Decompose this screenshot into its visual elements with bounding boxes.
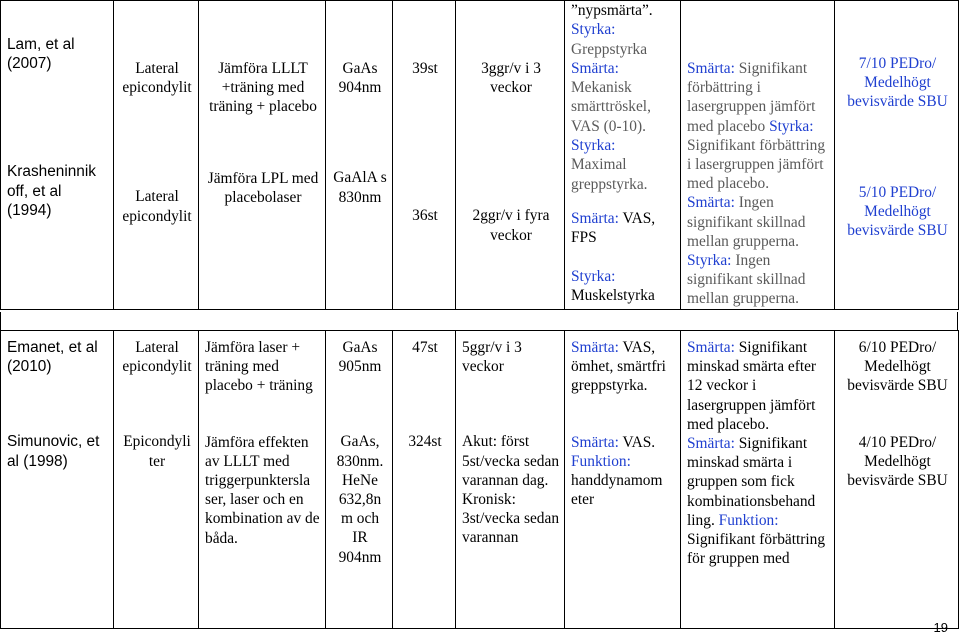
laser-cell <box>326 331 393 629</box>
evidence-cell <box>835 331 959 629</box>
page-number: 19 <box>933 620 948 635</box>
outcome-krasheninnikoff: Smärta: VAS, FPS Styrka: Muskelstyrka <box>571 209 656 304</box>
evidence-emanet: 6/10 PEDro/ Medelhögt bevisvärde SBU <box>847 339 948 395</box>
n-lam: 39st <box>412 60 438 77</box>
n-cell <box>393 1 456 310</box>
evidence-lam: 7/10 PEDro/ Medelhögt bevisvärde SBU <box>847 55 948 111</box>
frequency-simunovic: Akut: först 5st/vecka sedan varannan dag. Kronisk: 3st/vecka sedan varannan <box>462 433 560 547</box>
author-cell <box>1 1 114 310</box>
result-cell <box>681 331 835 629</box>
diagnosis-lam: Lateral epicondylit <box>122 60 192 97</box>
n-krasheninnikoff: 36st <box>412 207 438 225</box>
n-simunovic: 324st <box>408 433 442 451</box>
frequency-emanet: 5ggr/v i 3 veckor <box>462 339 522 376</box>
diagnosis-krasheninnikoff: Lateral epicondylit <box>122 188 192 225</box>
outcome-cell <box>565 1 681 310</box>
evidence-simunovic: 4/10 PEDro/ Medelhögt bevisvärde SBU <box>847 433 948 490</box>
laser-cell <box>326 1 393 310</box>
laser-emanet: GaAs 905nm <box>338 339 382 376</box>
frequency-cell <box>456 1 565 310</box>
comparison-cell <box>199 1 326 310</box>
outcome-simunovic: Smärta: VAS. Funktion: handdynamom eter <box>571 433 663 509</box>
result-simunovic: Smärta: Signifikant minskad smärta i gruppen som fick kombinationsbehand ling. Funktion: Signifikant förbättring för gruppen med <box>687 435 826 568</box>
diagnosis-cell <box>114 331 199 629</box>
result-cell <box>681 1 835 310</box>
author-simunovic: Simunovic, et al (1998) <box>7 433 100 470</box>
diagnosis-emanet: Lateral epicondylit <box>122 339 192 376</box>
author-emanet: Emanet, et al (2010) <box>7 339 98 376</box>
frequency-lam: 3ggr/v i 3 veckor <box>481 60 541 97</box>
laser-lam: GaAs 904nm <box>338 60 382 97</box>
n-cell <box>393 331 456 629</box>
result-krasheninnikoff: Smärta: Ingen signifikant skillnad mellan grupperna. Styrka: Ingen signifikant skillnad mellan grupperna. <box>687 194 806 308</box>
frequency-cell <box>456 331 565 629</box>
author-lam: Lam, et al (2007) <box>7 36 75 73</box>
outcome-lam: ”nypsmärta”. Styrka: Greppstyrka Smärta: Mekanisk smärttröskel, VAS (0-10). Styrka: Maximal greppstyrka. <box>571 2 653 193</box>
n-emanet: 47st <box>412 339 438 356</box>
laser-krasheninnikoff: GaAlA s 830nm <box>333 169 387 206</box>
evidence-cell <box>835 1 959 310</box>
comparison-simunovic: Jämföra effekten av LLLT med triggerpunktersla ser, laser och en kombination av de båda. <box>205 433 320 547</box>
study-table-bottom <box>0 330 959 629</box>
author-cell <box>1 331 114 629</box>
result-emanet: Smärta: Signifikant minskad smärta efter 12 veckor i lasergruppen jämfört med placebo. <box>687 339 817 433</box>
outcome-cell <box>565 331 681 629</box>
frequency-krasheninnikoff: 2ggr/v i fyra veckor <box>472 207 550 244</box>
diagnosis-cell <box>114 1 199 310</box>
table-row <box>1 1 959 310</box>
outcome-emanet: Smärta: VAS, ömhet, smärtfri greppstyrka. <box>571 339 666 395</box>
diagnosis-simunovic: Epicondyli ter <box>123 433 191 470</box>
laser-simunovic: GaAs, 830nm. HeNe 632,8n m och IR 904nm <box>336 433 384 566</box>
comparison-lam: Jämföra LLLT +träning med träning + placebo <box>209 60 317 116</box>
evidence-krasheninnikoff: 5/10 PEDro/ Medelhögt bevisvärde SBU <box>847 183 948 240</box>
author-krasheninnikoff: Krasheninnik off, et al (1994) <box>7 163 96 219</box>
comparison-krasheninnikoff: Jämföra LPL med placebolaser <box>207 169 319 206</box>
table-gap <box>0 312 958 330</box>
comparison-cell <box>199 331 326 629</box>
study-table-top <box>0 0 959 310</box>
comparison-emanet: Jämföra laser + träning med placebo + träning <box>205 339 313 395</box>
table-row <box>1 331 959 629</box>
result-lam: Smärta: Signifikant förbättring i lasergruppen jämfört med placebo Styrka: Signifikant förbättring i lasergruppen jämfört med placebo. <box>687 60 826 193</box>
